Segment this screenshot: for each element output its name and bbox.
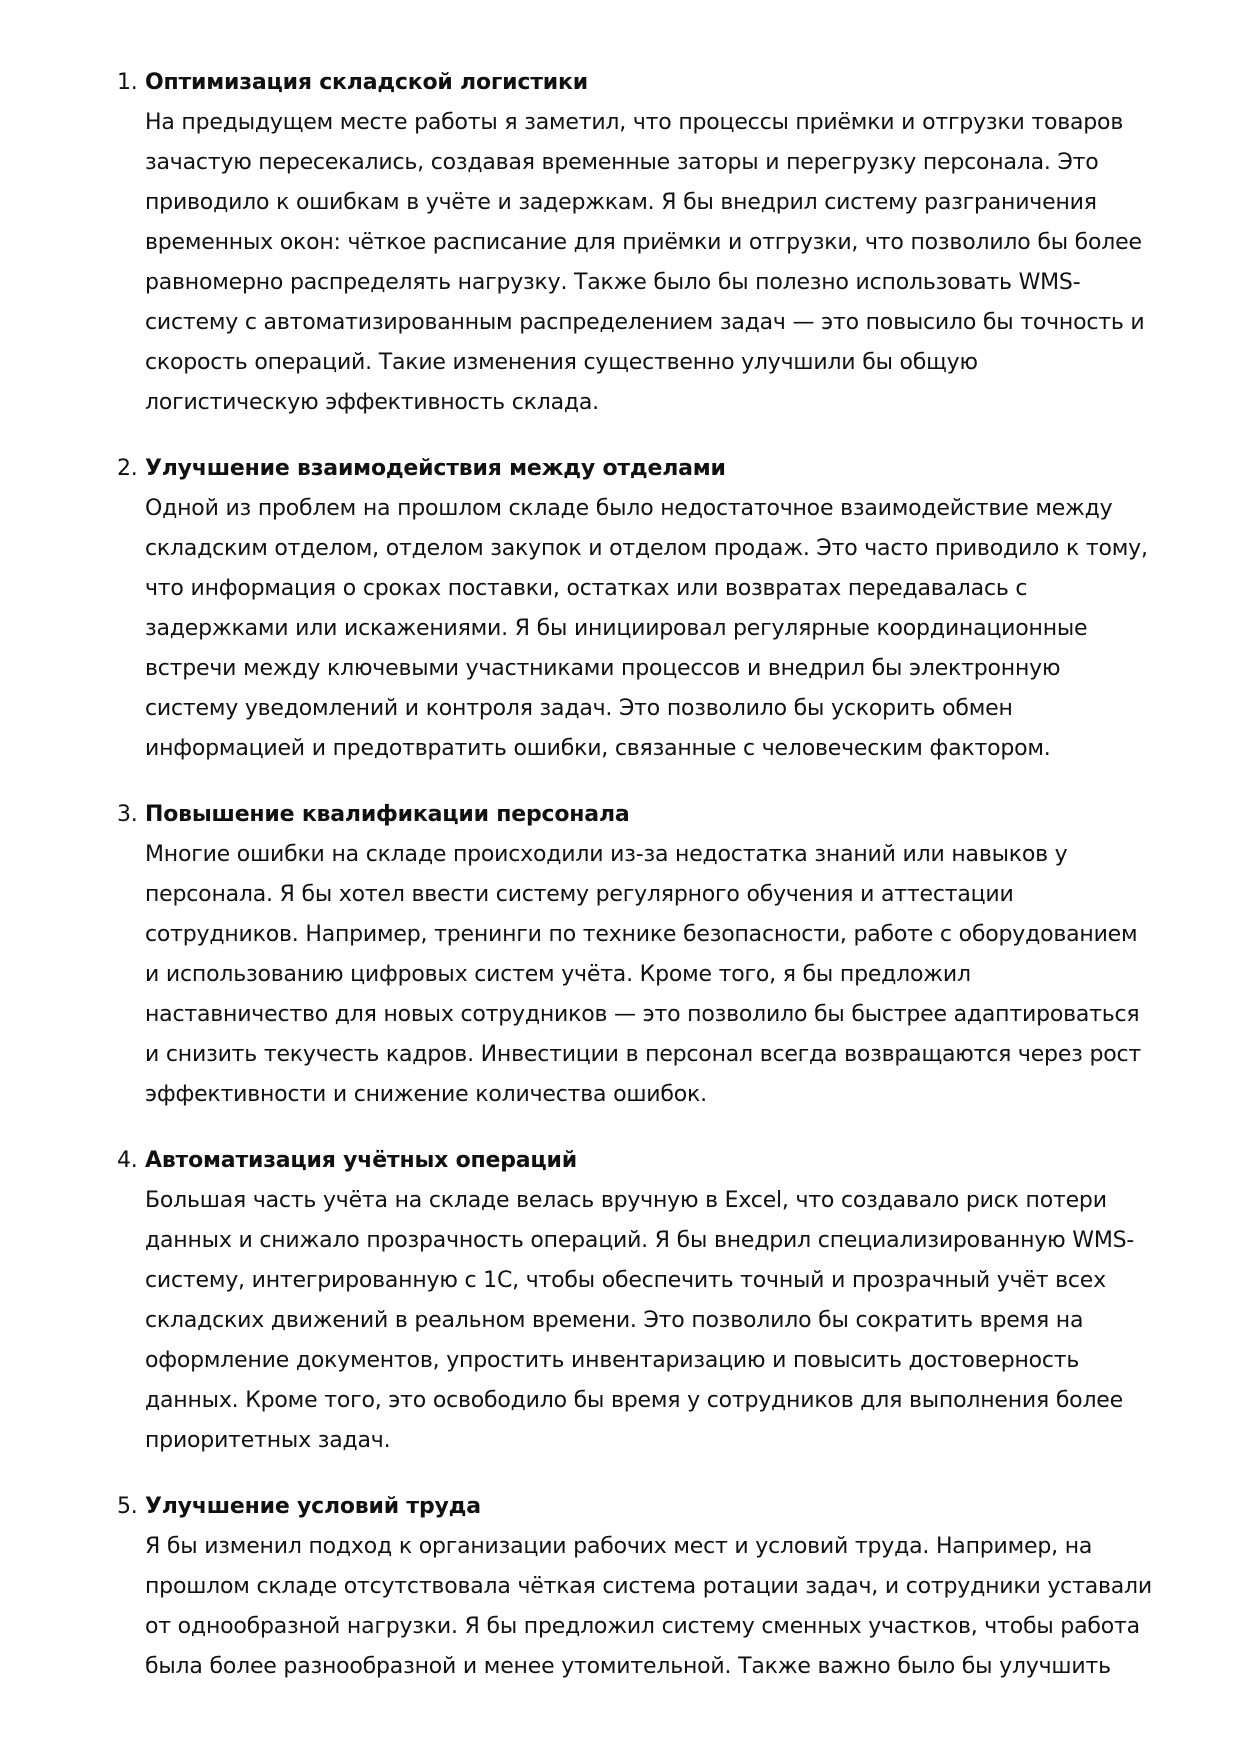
body-line: систему с автоматизированным распределением задач — это повысило бы точность и <box>145 310 1145 335</box>
list-item-number: 2. <box>117 456 138 481</box>
list-item <box>117 63 1157 423</box>
body-line: Я бы изменил подход к организации рабочих мест и условий труда. Например, на <box>145 1534 1093 1559</box>
body-line: задержками или искажениями. Я бы инициировал регулярные координационные <box>145 616 1088 641</box>
list-item-title: Улучшение условий труда <box>145 1494 481 1519</box>
body-line: и использованию цифровых систем учёта. Кроме того, я бы предложил <box>145 962 971 987</box>
list-item-number: 4. <box>117 1148 138 1173</box>
body-line: временных окон: чёткое расписание для приёмки и отгрузки, что позволило бы более <box>145 230 1142 255</box>
body-line: наставничество для новых сотрудников — это позволило бы быстрее адаптироваться <box>145 1002 1140 1027</box>
body-line: приводило к ошибкам в учёте и задержкам. Я бы внедрил систему разграничения <box>145 190 1097 215</box>
body-line: данных и снижало прозрачность операций. Я бы внедрил специализированную WMS- <box>145 1228 1135 1253</box>
list-item-body <box>145 1527 1157 1687</box>
body-line: На предыдущем месте работы я заметил, что процессы приёмки и отгрузки товаров <box>145 110 1124 135</box>
list-item <box>117 449 1157 769</box>
list-item-number: 3. <box>117 802 138 827</box>
list-item <box>117 1141 1157 1461</box>
list-item-body <box>145 1181 1157 1461</box>
body-line: оформление документов, упростить инвентаризацию и повысить достоверность <box>145 1348 1080 1373</box>
body-line: логистическую эффективность склада. <box>145 390 599 415</box>
body-line: данных. Кроме того, это освободило бы время у сотрудников для выполнения более <box>145 1388 1123 1413</box>
body-line: складским отделом, отделом закупок и отделом продаж. Это часто приводило к тому, <box>145 536 1148 561</box>
body-line: встречи между ключевыми участниками процессов и внедрил бы электронную <box>145 656 1061 681</box>
list-item-title: Улучшение взаимодействия между отделами <box>145 456 726 481</box>
body-line: зачастую пересекались, создавая временные заторы и перегрузку персонала. Это <box>145 150 1099 175</box>
body-line: эффективности и снижение количества ошибок. <box>145 1082 707 1107</box>
body-line: равномерно распределять нагрузку. Также было бы полезно использовать WMS- <box>145 270 1081 295</box>
body-line: Многие ошибки на складе происходили из-за недостатка знаний или навыков у <box>145 842 1068 867</box>
list-item-body <box>145 489 1157 769</box>
body-line: что информация о сроках поставки, остатках или возвратах передавалась с <box>145 576 1028 601</box>
body-line: прошлом складе отсутствовала чёткая система ротации задач, и сотрудники уставали <box>145 1574 1152 1599</box>
list-item-title: Повышение квалификации персонала <box>145 802 630 827</box>
body-line: была более разнообразной и менее утомительной. Также важно было бы улучшить <box>145 1654 1111 1679</box>
list-item-body <box>145 835 1157 1115</box>
body-line: от однообразной нагрузки. Я бы предложил систему сменных участков, чтобы работа <box>145 1614 1140 1639</box>
body-line: Одной из проблем на прошлом складе было недостаточное взаимодействие между <box>145 496 1113 521</box>
body-line: складских движений в реальном времени. Это позволило бы сократить время на <box>145 1308 1084 1333</box>
numbered-list <box>117 63 1157 1713</box>
body-line: скорость операций. Такие изменения существенно улучшили бы общую <box>145 350 978 375</box>
body-line: систему уведомлений и контроля задач. Это позволило бы ускорить обмен <box>145 696 1013 721</box>
body-line: систему, интегрированную с 1С, чтобы обеспечить точный и прозрачный учёт всех <box>145 1268 1106 1293</box>
list-item <box>117 795 1157 1115</box>
body-line: приоритетных задач. <box>145 1428 391 1453</box>
list-item-title: Автоматизация учётных операций <box>145 1148 577 1173</box>
body-line: сотрудников. Например, тренинги по технике безопасности, работе с оборудованием <box>145 922 1138 947</box>
body-line: персонала. Я бы хотел ввести систему регулярного обучения и аттестации <box>145 882 1014 907</box>
body-line: Большая часть учёта на складе велась вручную в Excel, что создавало риск потери <box>145 1188 1107 1213</box>
list-item-body <box>145 103 1157 423</box>
list-item <box>117 1487 1157 1687</box>
body-line: и снизить текучесть кадров. Инвестиции в персонал всегда возвращаются через рост <box>145 1042 1141 1067</box>
list-item-title: Оптимизация складской логистики <box>145 70 588 95</box>
list-item-number: 5. <box>117 1494 138 1519</box>
body-line: информацией и предотвратить ошибки, связанные с человеческим фактором. <box>145 736 1051 761</box>
list-item-number: 1. <box>117 70 138 95</box>
